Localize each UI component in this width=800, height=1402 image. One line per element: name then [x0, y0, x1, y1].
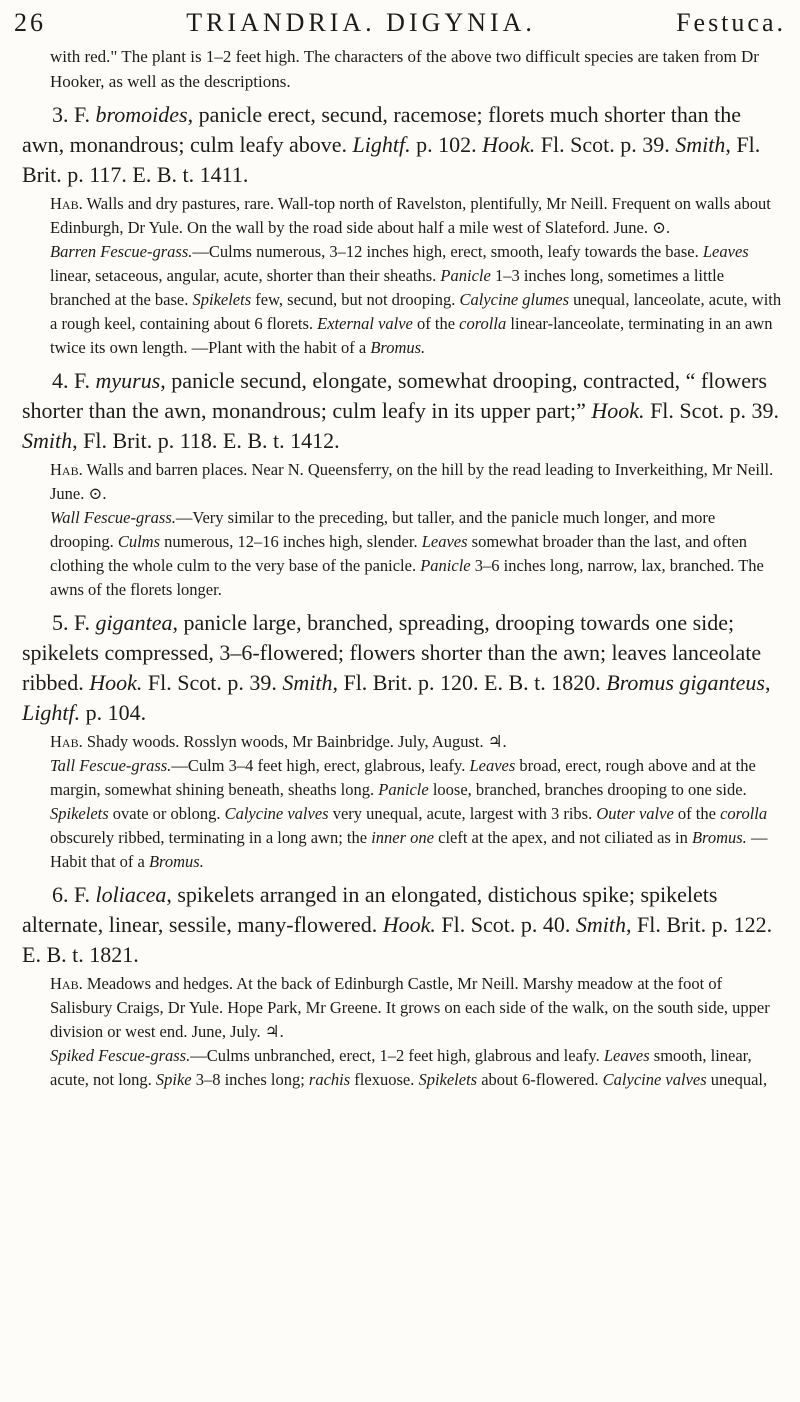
section-title: TRIANDRIA. DIGYNIA.	[186, 8, 536, 37]
genus-title: Festuca.	[676, 8, 786, 37]
species-entry-6	[22, 880, 782, 1092]
species-entry-5	[22, 608, 782, 874]
description-paragraph: Tall Fescue-grass.—Culm 3–4 feet high, erect, glabrous, leafy. Leaves broad, erect, rough above and at the margin, somewhat shining beneath, sheaths long. Panicle loose, branched, branches drooping to one side. Spikelets ovate or oblong. Calycine valves very unequal, acute, largest with 3 ribs. Outer valve of the corolla obscurely ribbed, terminating in a long awn; the inner one cleft at the apex, and not ciliated as in Bromus. —Habit that of a Bromus.	[50, 756, 768, 871]
habitat-paragraph: Hab. Meadows and hedges. At the back of Edinburgh Castle, Mr Neill. Marshy meadow at the foot of Salisbury Craigs, Dr Yule. Hope Park, Mr Greene. It grows on each side of the walk, on the south side, upper division or west end. June, July. ♃.	[50, 974, 770, 1041]
running-head	[14, 6, 786, 40]
description-paragraph: Wall Fescue-grass.—Very similar to the preceding, but taller, and the panicle much longer, and more drooping. Culms numerous, 12–16 inches high, slender. Leaves somewhat broader than the last, and often clothing the whole culm to the very base of the panicle. Panicle 3–6 inches long, narrow, lax, branched. The awns of the florets longer.	[50, 508, 764, 599]
continuation-paragraph: with red." The plant is 1–2 feet high. The characters of the above two difficult species are taken from Dr Hooker, as well as the descriptions.	[50, 47, 759, 91]
habitat-paragraph: Hab. Shady woods. Rosslyn woods, Mr Bainbridge. July, August. ♃.	[50, 732, 507, 751]
page-text	[22, 44, 782, 1092]
species-heading: 3. F. bromoides, panicle erect, secund, racemose; florets much shorter than the awn, monandrous; culm leafy above. Lightf. p. 102. Hook. Fl. Scot. p. 39. Smith, Fl. Brit. p. 117. E. B. t. 1411.	[22, 102, 761, 187]
species-entry-3	[22, 100, 782, 360]
species-heading: 6. F. loliacea, spikelets arranged in an elongated, distichous spike; spikelets alternate, linear, sessile, many-flowered. Hook. Fl. Scot. p. 40. Smith, Fl. Brit. p. 122. E. B. t. 1821.	[22, 882, 773, 967]
habitat-paragraph: Hab. Walls and barren places. Near N. Queensferry, on the hill by the read leading to Inverkeithing, Mr Neill. June. ⊙.	[50, 460, 774, 503]
species-list	[22, 100, 782, 1092]
description-paragraph: Barren Fescue-grass.—Culms numerous, 3–12 inches high, erect, smooth, leafy towards the base. Leaves linear, setaceous, angular, acute, shorter than their sheaths. Panicle 1–3 inches long, sometimes a little branched at the base. Spikelets few, secund, but not drooping. Calycine glumes unequal, lanceolate, acute, with a rough keel, containing about 6 florets. External valve of the corolla linear-lanceolate, terminating in an awn twice its own length. —Plant with the habit of a Bromus.	[50, 242, 782, 357]
species-heading: 5. F. gigantea, panicle large, branched, spreading, drooping towards one side; spikelets compressed, 3–6-flowered; flowers shorter than the awn; leaves lanceolate ribbed. Hook. Fl. Scot. p. 39. Smith, Fl. Brit. p. 120. E. B. t. 1820. Bromus giganteus, Lightf. p. 104.	[22, 610, 771, 725]
page-number: 26	[14, 8, 46, 37]
species-entry-4	[22, 366, 782, 602]
habitat-paragraph: Hab. Walls and dry pastures, rare. Wall-top north of Ravelston, plentifully, Mr Neill. Frequent on walls about Edinburgh, Dr Yule. On the wall by the road side about half a mile west of Slateford. June. ⊙.	[50, 194, 771, 237]
description-paragraph: Spiked Fescue-grass.—Culms unbranched, erect, 1–2 feet high, glabrous and leafy. Leaves smooth, linear, acute, not long. Spike 3–8 inches long; rachis flexuose. Spikelets about 6-flowered. Calycine valves unequal,	[50, 1046, 768, 1089]
species-heading: 4. F. myurus, panicle secund, elongate, somewhat drooping, contracted, “ flowers shorter than the awn, monandrous; culm leafy in its upper part;” Hook. Fl. Scot. p. 39. Smith, Fl. Brit. p. 118. E. B. t. 1412.	[22, 368, 780, 453]
